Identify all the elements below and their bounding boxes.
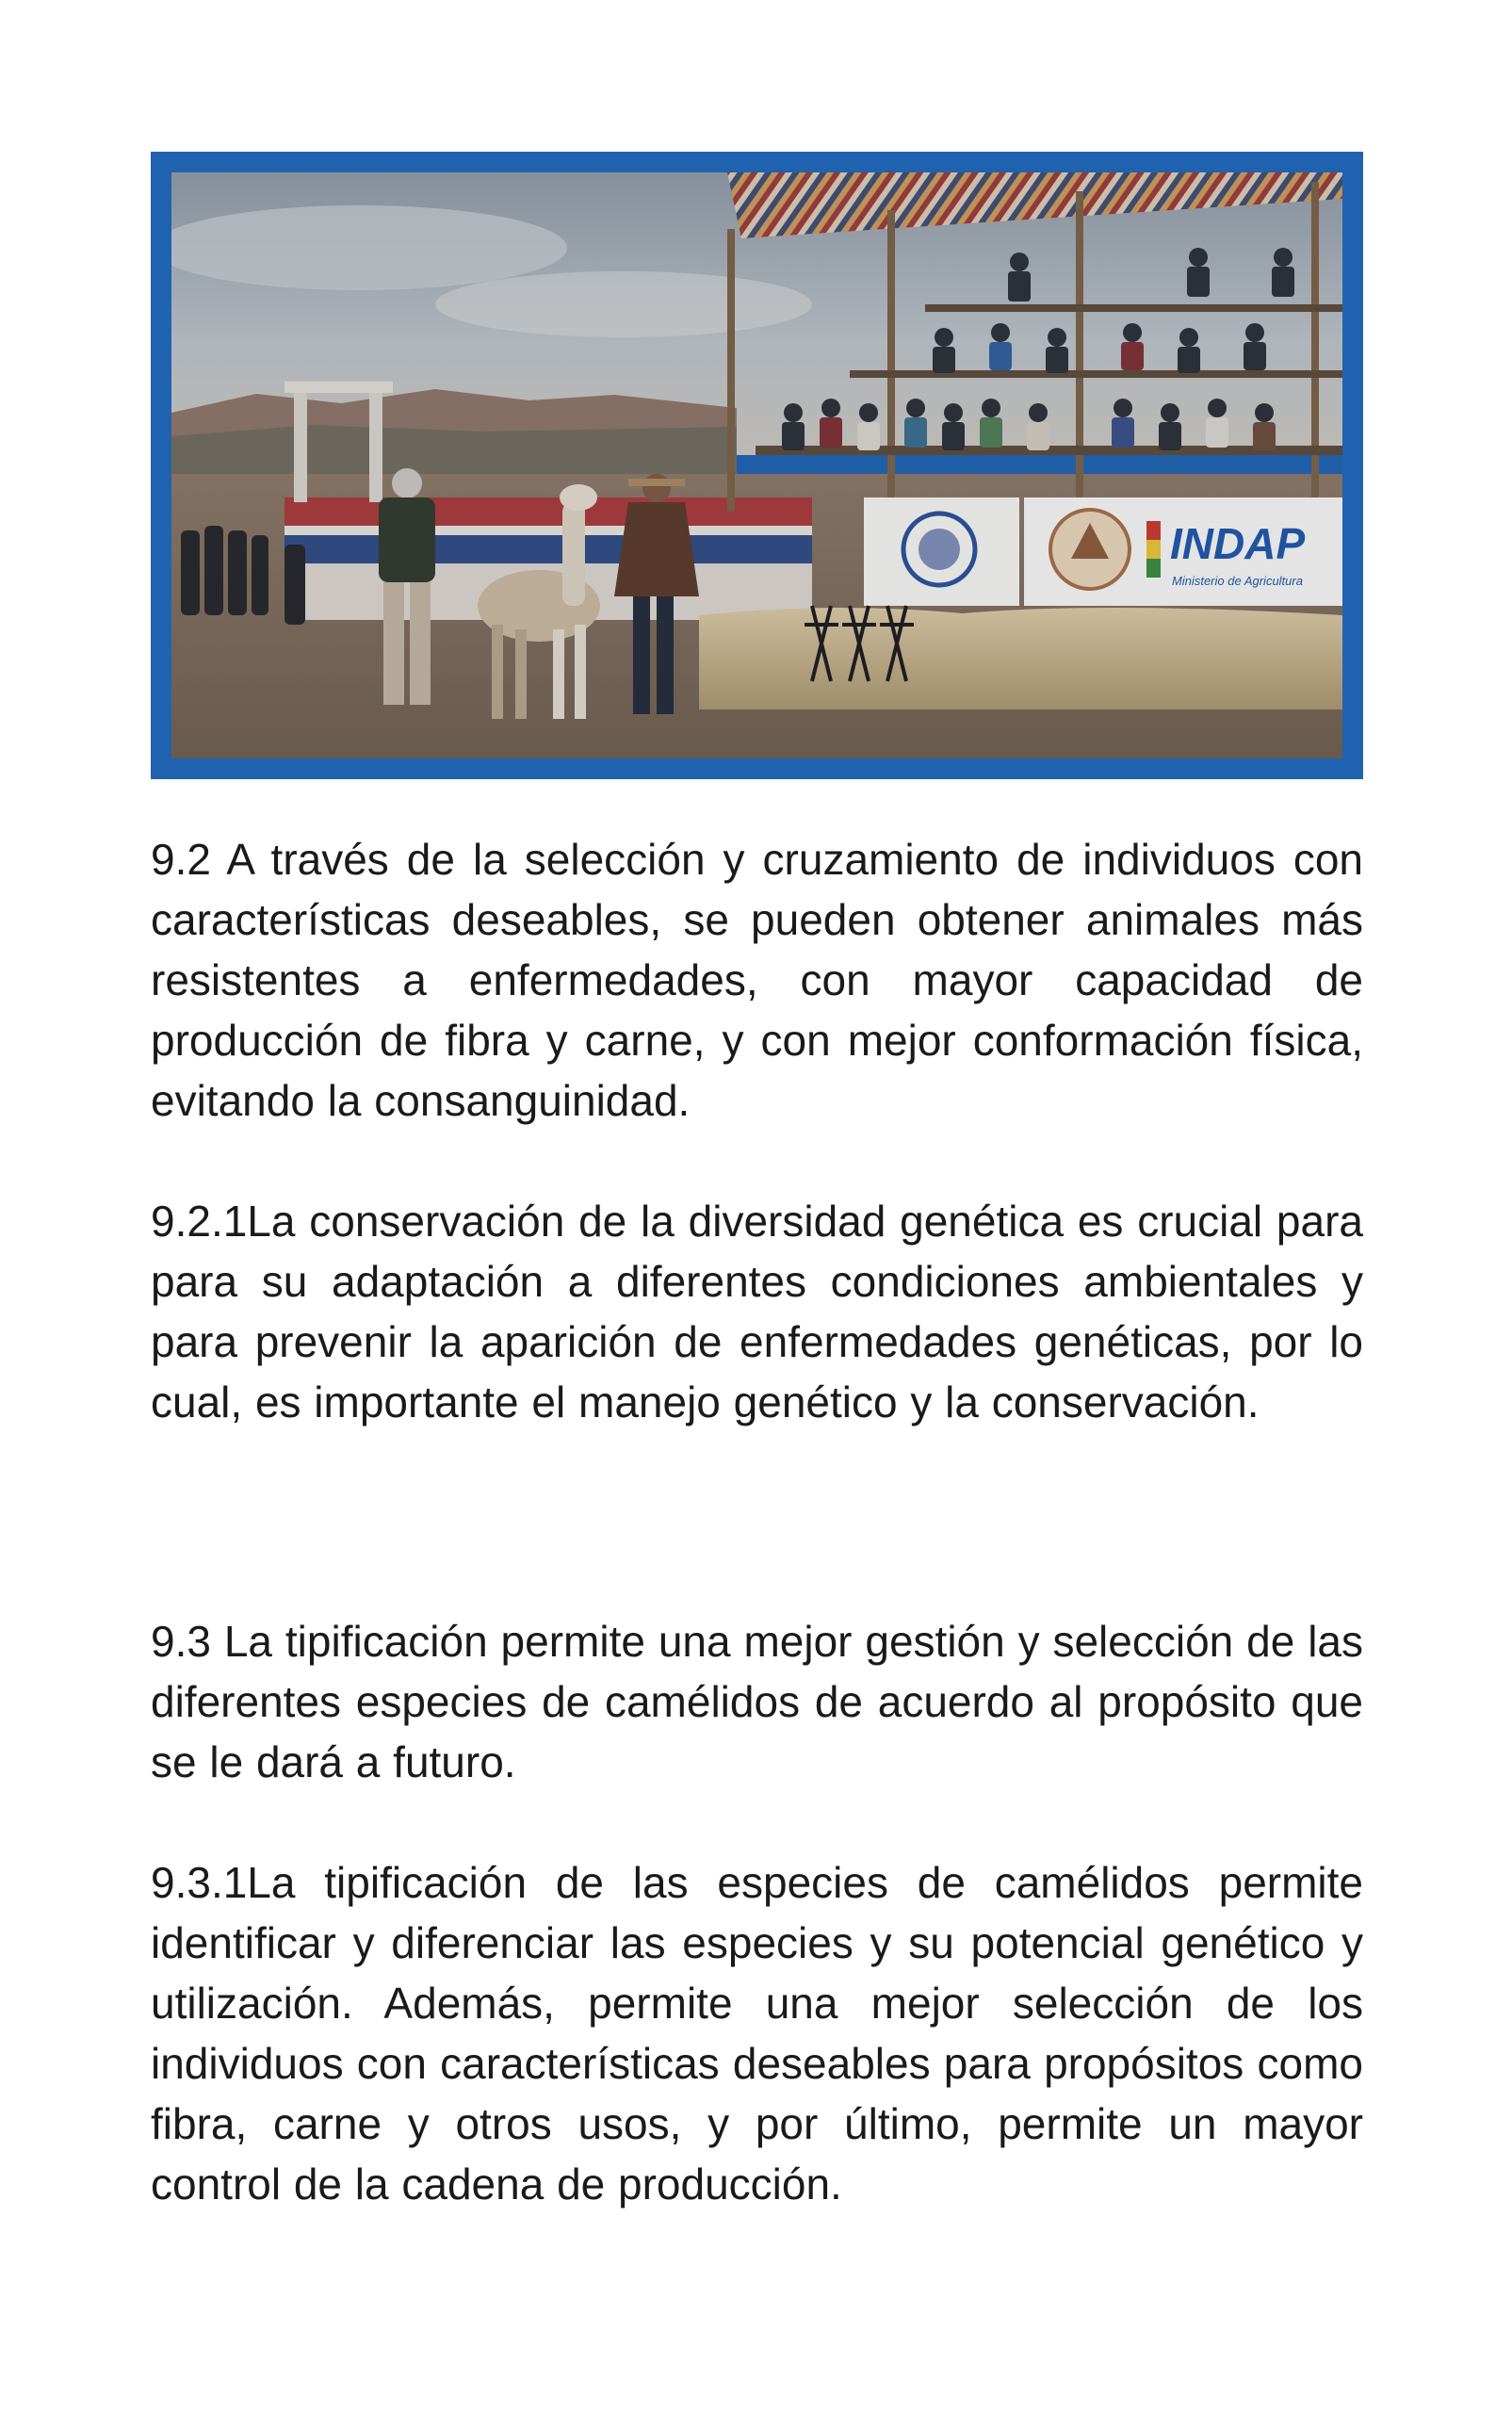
llama-exhibition-photo (171, 172, 1342, 758)
paragraph-9-3-1: 9.3.1La tipificación de las especies de camélidos permite identificar y diferenciar las especies y su potencial genético y utilización. Además, permite una mejor selección de los individuos con características deseables para propósitos como fibra, carne y otros usos, y por último, permite un mayor control de la cadena de producción. (151, 1858, 1363, 2208)
paragraph-9-2-1: 9.2.1La conservación de la diversidad genética es crucial para para su adaptación a diferentes condiciones ambientales y para prevenir la aparición de enfermedades genéticas, por lo cual, es importante el manejo genético y la conservación. (151, 1197, 1363, 1426)
paragraph-9-3: 9.3 La tipificación permite una mejor gestión y selección de las diferentes especies de camélidos de acuerdo al propósito que se le dará a futuro. (151, 1617, 1363, 1786)
paragraph-9-2: 9.2 A través de la selección y cruzamiento de individuos con características deseables, se pueden obtener animales más resistentes a enfermedades, con mayor capacidad de producción de fibra y carne, y con mejor conformación física, evitando la consanguinidad. (151, 835, 1363, 1125)
photo-frame (151, 152, 1363, 779)
indap-logo-text: INDAP (1170, 519, 1306, 568)
indap-logo-subtext: Ministerio de Agricultura (1172, 574, 1303, 588)
